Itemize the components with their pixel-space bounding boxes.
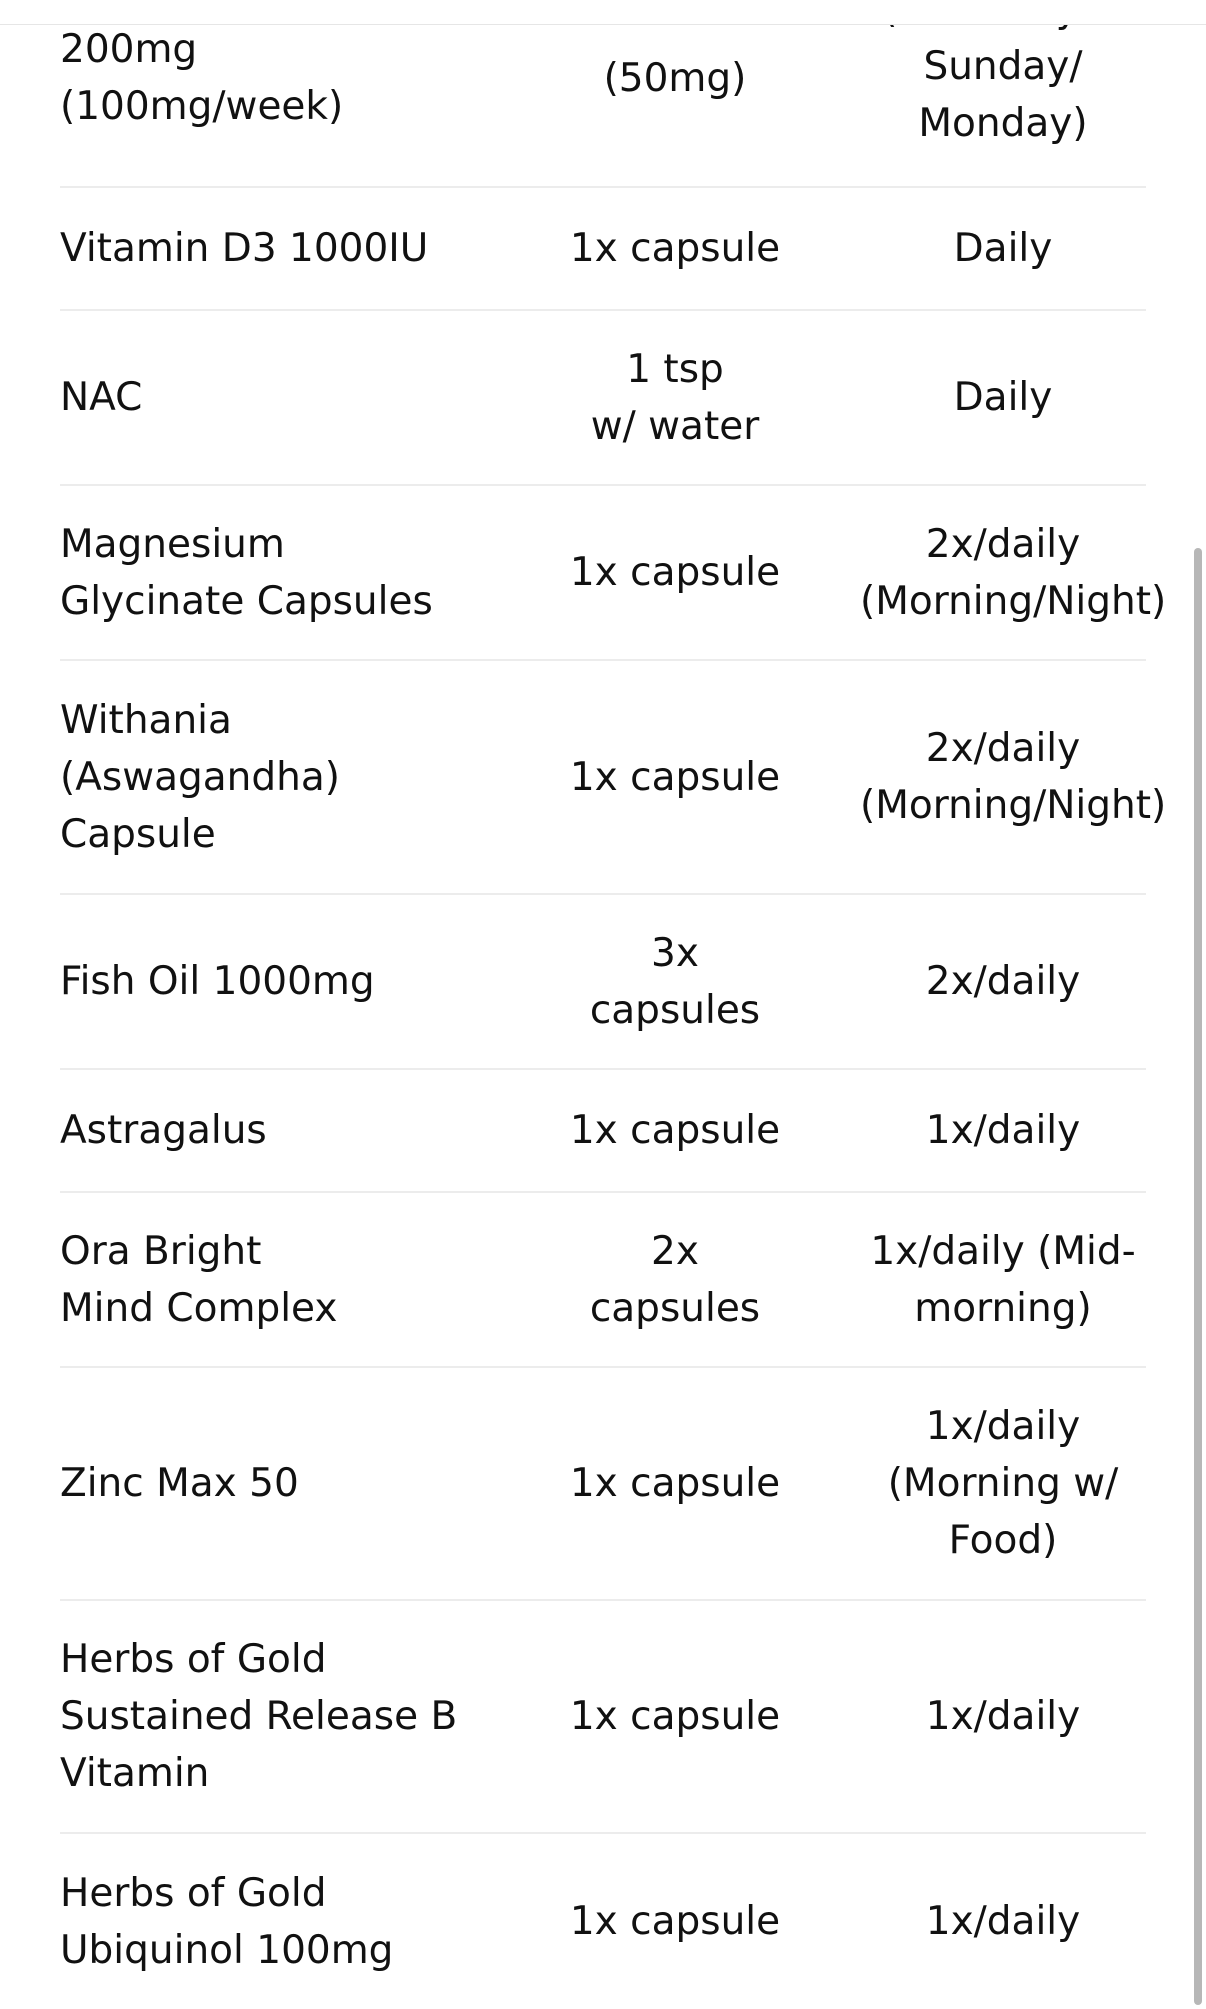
supplement-frequency: 2x/daily (Morning/Night) bbox=[860, 521, 1167, 624]
supplement-dose: 1x capsule bbox=[569, 754, 781, 800]
table-row bbox=[60, 1368, 1146, 1601]
supplement-name: 200mg (100mg/week) bbox=[60, 27, 344, 129]
supplement-frequency: 2x/daily bbox=[925, 959, 1081, 1004]
supplement-frequency: 1x/daily (Mid- morning) bbox=[870, 1228, 1136, 1331]
table-row bbox=[60, 895, 1146, 1070]
table-row bbox=[60, 311, 1146, 486]
table-row bbox=[60, 486, 1167, 661]
supplement-name: Herbs of Gold Ubiquinol 100mg bbox=[60, 1870, 394, 1973]
supplement-frequency: 2x/daily (Morning/Night) bbox=[860, 726, 1167, 828]
supplement-name: Withania (Aswagandha) Capsule bbox=[60, 697, 340, 857]
supplement-name: NAC bbox=[60, 375, 143, 420]
supplement-dose: 1x capsule bbox=[569, 226, 781, 271]
supplement-name: Astragalus bbox=[60, 1108, 267, 1153]
supplement-name: Herbs of Gold Sustained Release B Vitamin bbox=[60, 1637, 458, 1796]
supplement-dose: 1x capsule bbox=[569, 1108, 781, 1153]
supplement-dose: 1x capsule bbox=[569, 550, 781, 595]
supplement-name: Vitamin D3 1000IU bbox=[60, 226, 429, 271]
supplement-dose: 1x capsule bbox=[569, 1461, 781, 1506]
supplement-frequency: Daily bbox=[953, 375, 1053, 420]
supplement-frequency: 1x/daily bbox=[925, 1899, 1081, 1944]
table-row bbox=[60, 188, 1146, 311]
top-bar bbox=[0, 0, 1206, 25]
supplement-frequency: Sunday/ Monday) bbox=[918, 44, 1088, 146]
table-row bbox=[60, 1070, 1146, 1193]
supplement-dose: 3x capsules bbox=[589, 930, 761, 1033]
supplement-dose: 1x capsule bbox=[569, 1694, 781, 1739]
table-row bbox=[60, 1601, 1146, 1834]
supplement-name: Zinc Max 50 bbox=[60, 1461, 299, 1506]
supplement-frequency: 1x/daily (Morning w/ Food) bbox=[887, 1404, 1119, 1563]
supplement-name: Magnesium Glycinate Capsules bbox=[60, 521, 433, 624]
supplement-frequency: 1x/daily bbox=[925, 1694, 1081, 1739]
supplement-frequency: 1x/daily bbox=[925, 1108, 1081, 1153]
table-row bbox=[60, 661, 1167, 895]
table-row bbox=[60, 1193, 1146, 1368]
supplement-name: Fish Oil 1000mg bbox=[60, 959, 375, 1004]
supplement-table bbox=[60, 0, 1167, 2009]
table-row bbox=[60, 1834, 1146, 2009]
supplement-dose: 2x capsules bbox=[589, 1228, 761, 1331]
supplement-name: Ora Bright Mind Complex bbox=[60, 1228, 338, 1331]
vertical-scrollbar[interactable] bbox=[1194, 548, 1202, 2005]
table-row bbox=[60, 0, 1146, 188]
supplement-dose: 1 tsp w/ water bbox=[590, 346, 760, 449]
supplement-dose: 1x capsule bbox=[569, 1899, 781, 1944]
supplement-dose: (50mg) bbox=[603, 55, 747, 101]
supplement-frequency: Daily bbox=[953, 226, 1053, 271]
